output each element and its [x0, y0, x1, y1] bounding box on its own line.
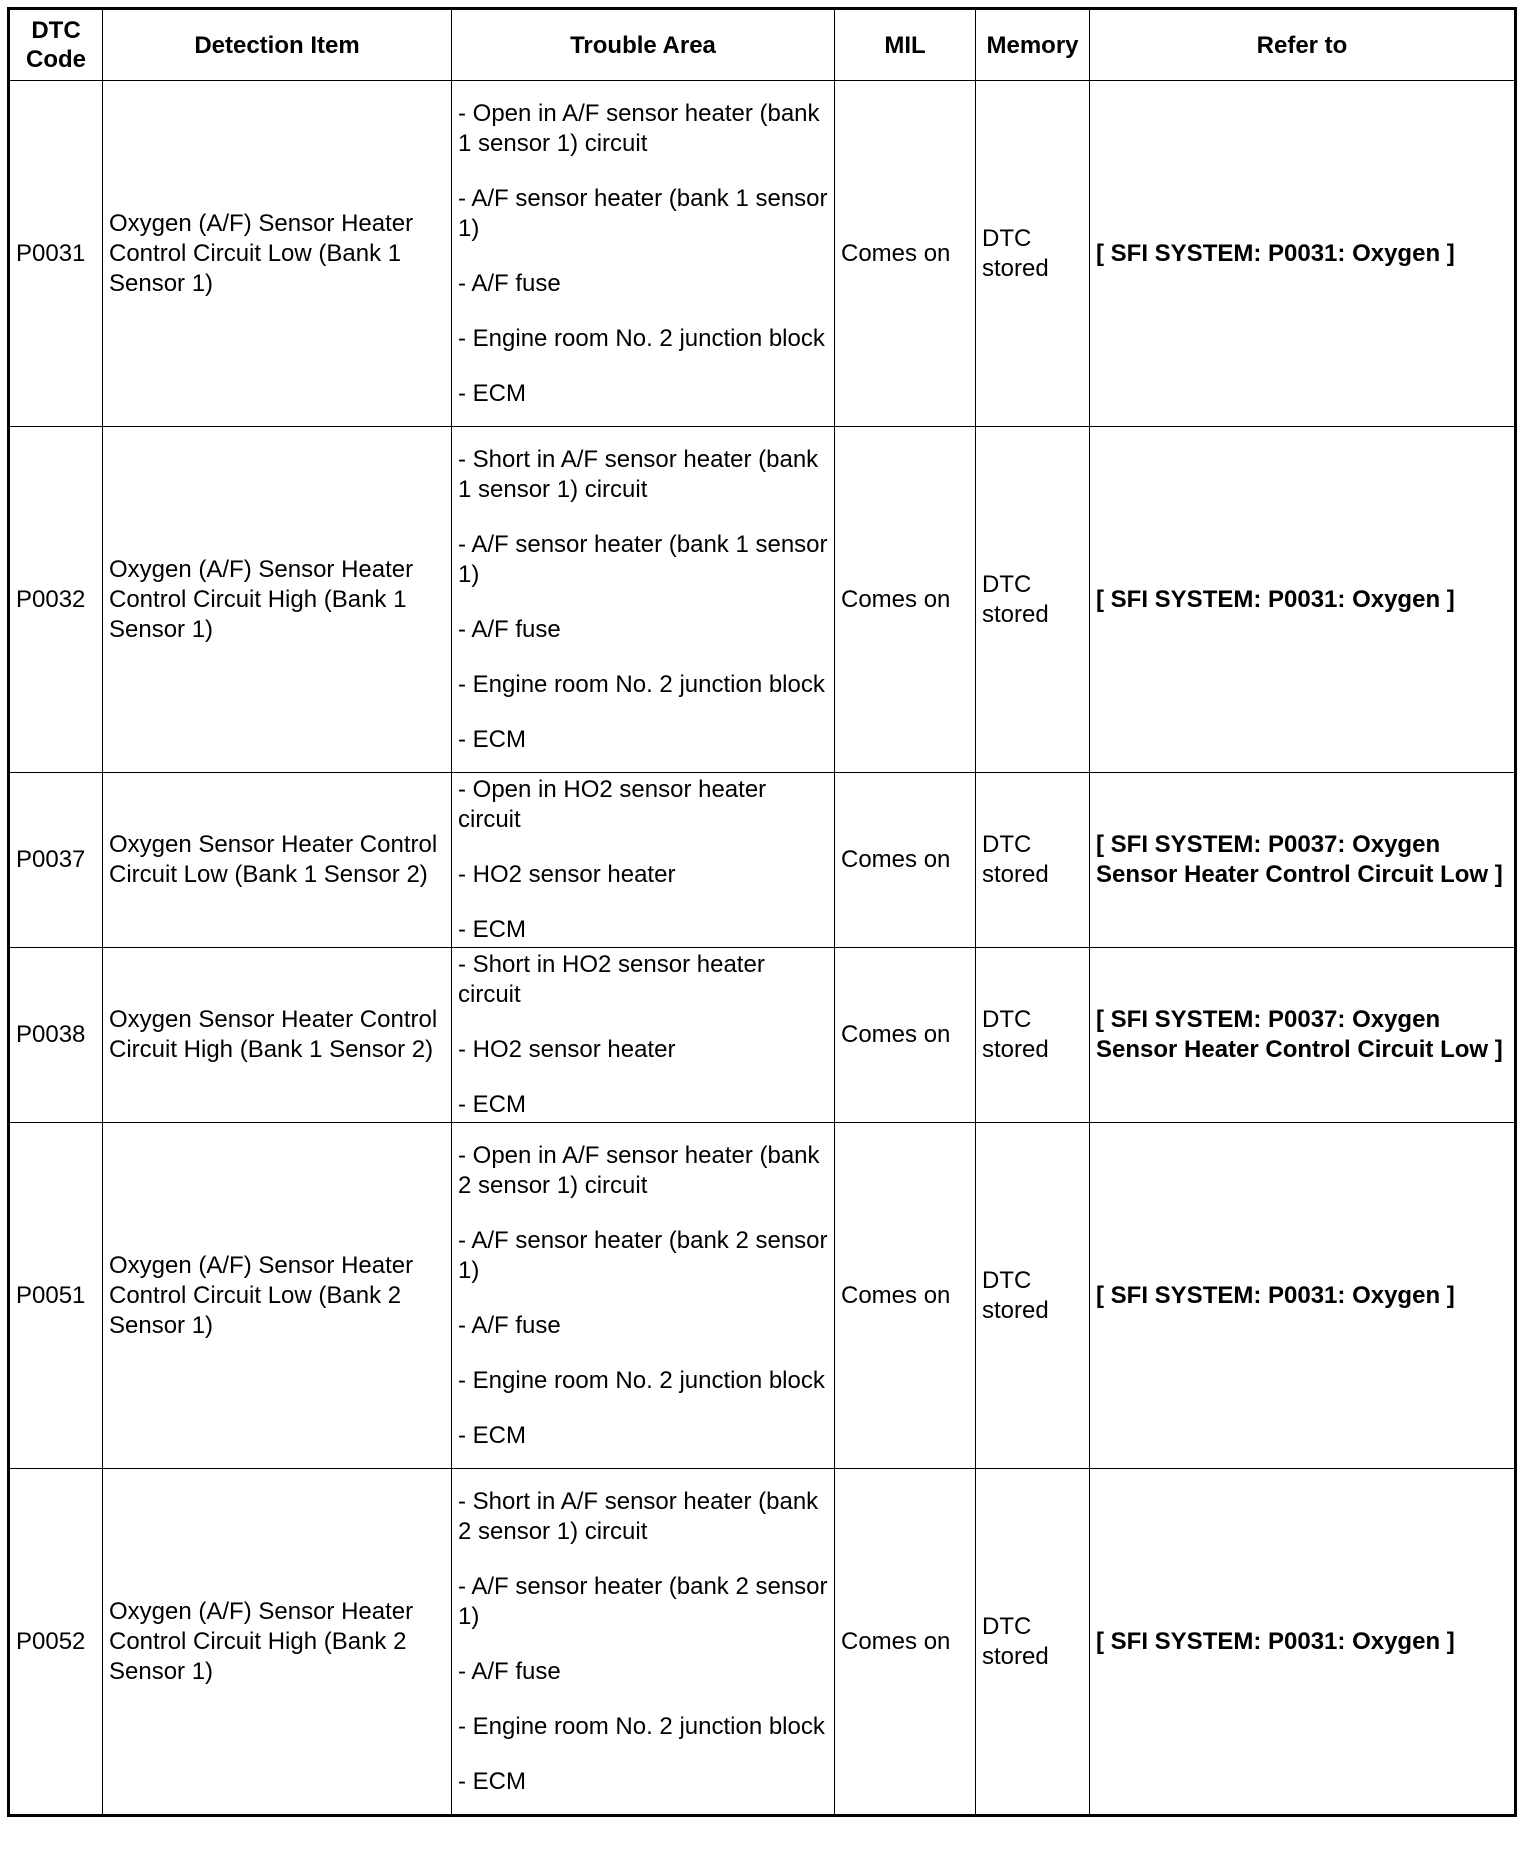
header-memory: Memory [976, 9, 1090, 81]
header-trouble-area: Trouble Area [452, 9, 835, 81]
table-row [9, 1123, 1516, 1469]
trouble-item: - HO2 sensor heater [458, 1036, 676, 1063]
trouble-item: - A/F sensor heater (bank 2 sensor 1) [458, 1226, 828, 1284]
trouble-item: - ECM [458, 916, 526, 943]
mil-status: Comes on [835, 427, 976, 773]
header-dtc-code: DTC Code [9, 9, 103, 81]
refer-to-link[interactable]: [ SFI SYSTEM: P0031: Oxygen ] [1090, 427, 1516, 773]
trouble-area [452, 427, 835, 773]
memory-status: DTC stored [976, 948, 1090, 1123]
trouble-item: - Open in A/F sensor heater (bank 1 sensor 1) circuit [458, 99, 820, 157]
trouble-item: - A/F fuse [458, 1311, 561, 1339]
memory-status: DTC stored [976, 1123, 1090, 1469]
dtc-code: P0031 [9, 81, 103, 427]
refer-to-link[interactable]: [ SFI SYSTEM: P0031: Oxygen ] [1090, 1123, 1516, 1469]
trouble-item: - Short in A/F sensor heater (bank 1 sensor 1) circuit [458, 445, 819, 503]
detection-item: Oxygen Sensor Heater Control Circuit High (Bank 1 Sensor 2) [103, 948, 452, 1123]
trouble-item: - HO2 sensor heater [458, 861, 676, 888]
trouble-item: - A/F fuse [458, 269, 561, 297]
trouble-item: - A/F sensor heater (bank 1 sensor 1) [458, 530, 828, 588]
dtc-code: P0051 [9, 1123, 103, 1469]
detection-item: Oxygen (A/F) Sensor Heater Control Circuit Low (Bank 2 Sensor 1) [103, 1123, 452, 1469]
trouble-item: - Open in A/F sensor heater (bank 2 sensor 1) circuit [458, 1141, 820, 1199]
memory-status: DTC stored [976, 81, 1090, 427]
refer-to-link[interactable]: [ SFI SYSTEM: P0037: Oxygen Sensor Heater Control Circuit Low ] [1090, 773, 1516, 948]
table-row [9, 427, 1516, 773]
table-row [9, 948, 1516, 1123]
mil-status: Comes on [835, 1123, 976, 1469]
header-row [9, 9, 1516, 81]
trouble-item: - Short in A/F sensor heater (bank 2 sensor 1) circuit [458, 1487, 819, 1545]
memory-status: DTC stored [976, 1469, 1090, 1816]
dtc-code: P0038 [9, 948, 103, 1123]
trouble-item: - A/F fuse [458, 615, 561, 643]
mil-status: Comes on [835, 81, 976, 427]
trouble-item: - Engine room No. 2 junction block [458, 1712, 825, 1740]
mil-status: Comes on [835, 773, 976, 948]
dtc-code: P0032 [9, 427, 103, 773]
trouble-item: - Engine room No. 2 junction block [458, 1366, 825, 1394]
trouble-item: - ECM [458, 1421, 526, 1449]
refer-to-link[interactable]: [ SFI SYSTEM: P0037: Oxygen Sensor Heater Control Circuit Low ] [1090, 948, 1516, 1123]
trouble-item: - Open in HO2 sensor heater circuit [458, 776, 767, 833]
refer-to-link[interactable]: [ SFI SYSTEM: P0031: Oxygen ] [1090, 1469, 1516, 1816]
header-refer-to: Refer to [1090, 9, 1516, 81]
trouble-area [452, 948, 835, 1123]
trouble-item: - A/F sensor heater (bank 1 sensor 1) [458, 184, 828, 242]
table-row [9, 773, 1516, 948]
trouble-item: - ECM [458, 379, 526, 407]
trouble-item: - Short in HO2 sensor heater circuit [458, 951, 765, 1008]
trouble-item: - ECM [458, 725, 526, 753]
header-detection-item: Detection Item [103, 9, 452, 81]
mil-status: Comes on [835, 948, 976, 1123]
trouble-item: - Engine room No. 2 junction block [458, 670, 825, 698]
table-row [9, 1469, 1516, 1816]
memory-status: DTC stored [976, 773, 1090, 948]
trouble-area [452, 81, 835, 427]
memory-status: DTC stored [976, 427, 1090, 773]
dtc-code: P0037 [9, 773, 103, 948]
detection-item: Oxygen Sensor Heater Control Circuit Low (Bank 1 Sensor 2) [103, 773, 452, 948]
trouble-item: - Engine room No. 2 junction block [458, 324, 825, 352]
trouble-area [452, 1469, 835, 1816]
trouble-item: - ECM [458, 1767, 526, 1795]
detection-item: Oxygen (A/F) Sensor Heater Control Circuit High (Bank 2 Sensor 1) [103, 1469, 452, 1816]
refer-to-link[interactable]: [ SFI SYSTEM: P0031: Oxygen ] [1090, 81, 1516, 427]
detection-item: Oxygen (A/F) Sensor Heater Control Circuit High (Bank 1 Sensor 1) [103, 427, 452, 773]
table-row [9, 81, 1516, 427]
trouble-item: - A/F sensor heater (bank 2 sensor 1) [458, 1572, 828, 1630]
dtc-table [7, 7, 1517, 1817]
dtc-code: P0052 [9, 1469, 103, 1816]
trouble-item: - A/F fuse [458, 1657, 561, 1685]
detection-item: Oxygen (A/F) Sensor Heater Control Circuit Low (Bank 1 Sensor 1) [103, 81, 452, 427]
trouble-item: - ECM [458, 1091, 526, 1118]
trouble-area [452, 1123, 835, 1469]
header-mil: MIL [835, 9, 976, 81]
mil-status: Comes on [835, 1469, 976, 1816]
trouble-area [452, 773, 835, 948]
